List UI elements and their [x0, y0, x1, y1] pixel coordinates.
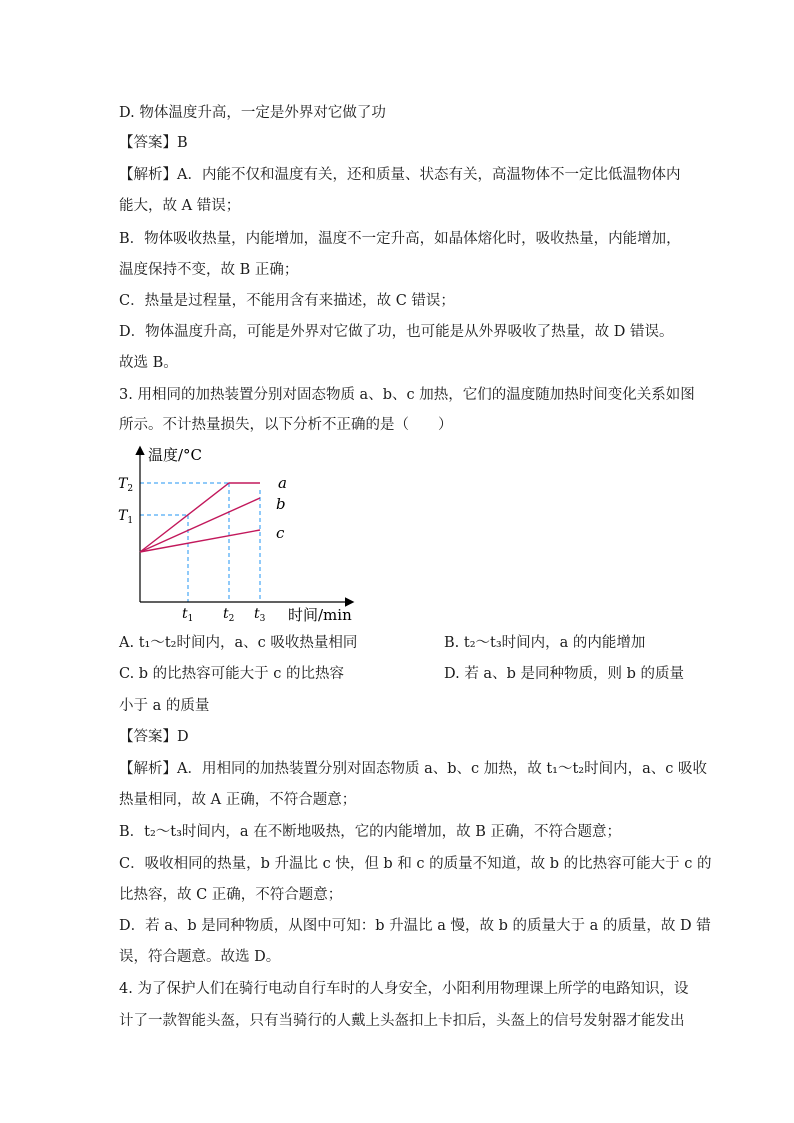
- y-axis-label: 温度/°C: [148, 446, 203, 464]
- text-line: 能大，故 A 错误；: [119, 198, 241, 214]
- series-label-c: c: [276, 524, 285, 542]
- answer-line: 【答案】D: [119, 729, 189, 745]
- question-line: 4. 为了保护人们在骑行电动自行车时的人身安全，小阳利用物理课上所学的电路知识，设: [119, 981, 689, 997]
- question-line: 3. 用相同的加热装置分别对固态物质 a、b、c 加热，它们的温度随加热时间变化关系如图: [119, 387, 695, 403]
- guide-lines: [140, 483, 260, 602]
- text-line: B．物体吸收热量，内能增加，温度不一定升高，如晶体熔化时，吸收热量，内能增加，: [119, 231, 681, 247]
- series-lines: [140, 474, 287, 552]
- text-line: D．若 a、b 是同种物质，从图中可知：b 升温比 a 慢，故 b 的质量大于 a 的质量，故 D 错: [119, 918, 711, 934]
- x-tick-label: $t_1$: [182, 606, 194, 624]
- text-line: B．t₂～t₃时间内，a 在不断地吸热，它的内能增加，故 B 正确，不符合题意；: [119, 824, 622, 840]
- series-line-c: [140, 530, 260, 552]
- analysis-line: 【解析】A．用相同的加热装置分别对固态物质 a、b、c 加热，故 t₁～t₂时间内，a、c 吸收: [119, 761, 707, 777]
- option-d: D. 若 a、b 是同种物质，则 b 的质量: [444, 666, 684, 682]
- x-axis-label: 时间/min: [288, 606, 352, 624]
- option-c: C. b 的比热容可能大于 c 的比热容: [119, 666, 345, 682]
- text-line: 比热容，故 C 正确，不符合题意；: [119, 887, 343, 903]
- option-b: B. t₂～t₃时间内，a 的内能增加: [444, 635, 646, 651]
- text-line: C．吸收相同的热量，b 升温比 c 快，但 b 和 c 的质量不知道，故 b 的比热容可能大于 c 的: [119, 856, 712, 872]
- text-line: 误，符合题意。故选 D。: [119, 949, 281, 965]
- x-tick-label: $t_2$: [223, 606, 235, 624]
- option-a: A. t₁～t₂时间内，a、c 吸收热量相同: [119, 635, 358, 651]
- text-line: 故选 B。: [119, 355, 178, 371]
- x-tick-label: $t_3$: [254, 606, 266, 624]
- text-line: C．热量是过程量，不能用含有来描述，故 C 错误；: [119, 293, 455, 309]
- y-tick-label: $T_1$: [118, 508, 134, 526]
- y-tick-label: $T_2$: [118, 476, 134, 494]
- question-line: 所示。不计热量损失，以下分析不正确的是（ ）: [119, 417, 453, 433]
- text-line: 温度保持不变，故 B 正确；: [119, 262, 299, 278]
- answer-line: 【答案】B: [119, 135, 188, 151]
- series-label-a: a: [278, 474, 287, 492]
- text-line: D．物体温度升高，可能是外界对它做了功，也可能是从外界吸收了热量，故 D 错误。: [119, 324, 674, 340]
- temperature-time-chart: [112, 440, 372, 630]
- text-line: D. 物体温度升高，一定是外界对它做了功: [119, 105, 386, 121]
- question-line: 计了一款智能头盔，只有当骑行的人戴上头盔扣上卡扣后，头盔上的信号发射器才能发出: [119, 1013, 685, 1029]
- option-d-cont: 小于 a 的质量: [119, 698, 210, 714]
- series-label-b: b: [276, 495, 286, 513]
- text-line: 热量相同，故 A 正确，不符合题意；: [119, 792, 357, 808]
- analysis-line: 【解析】A．内能不仅和温度有关，还和质量、状态有关，高温物体不一定比低温物体内: [119, 167, 681, 183]
